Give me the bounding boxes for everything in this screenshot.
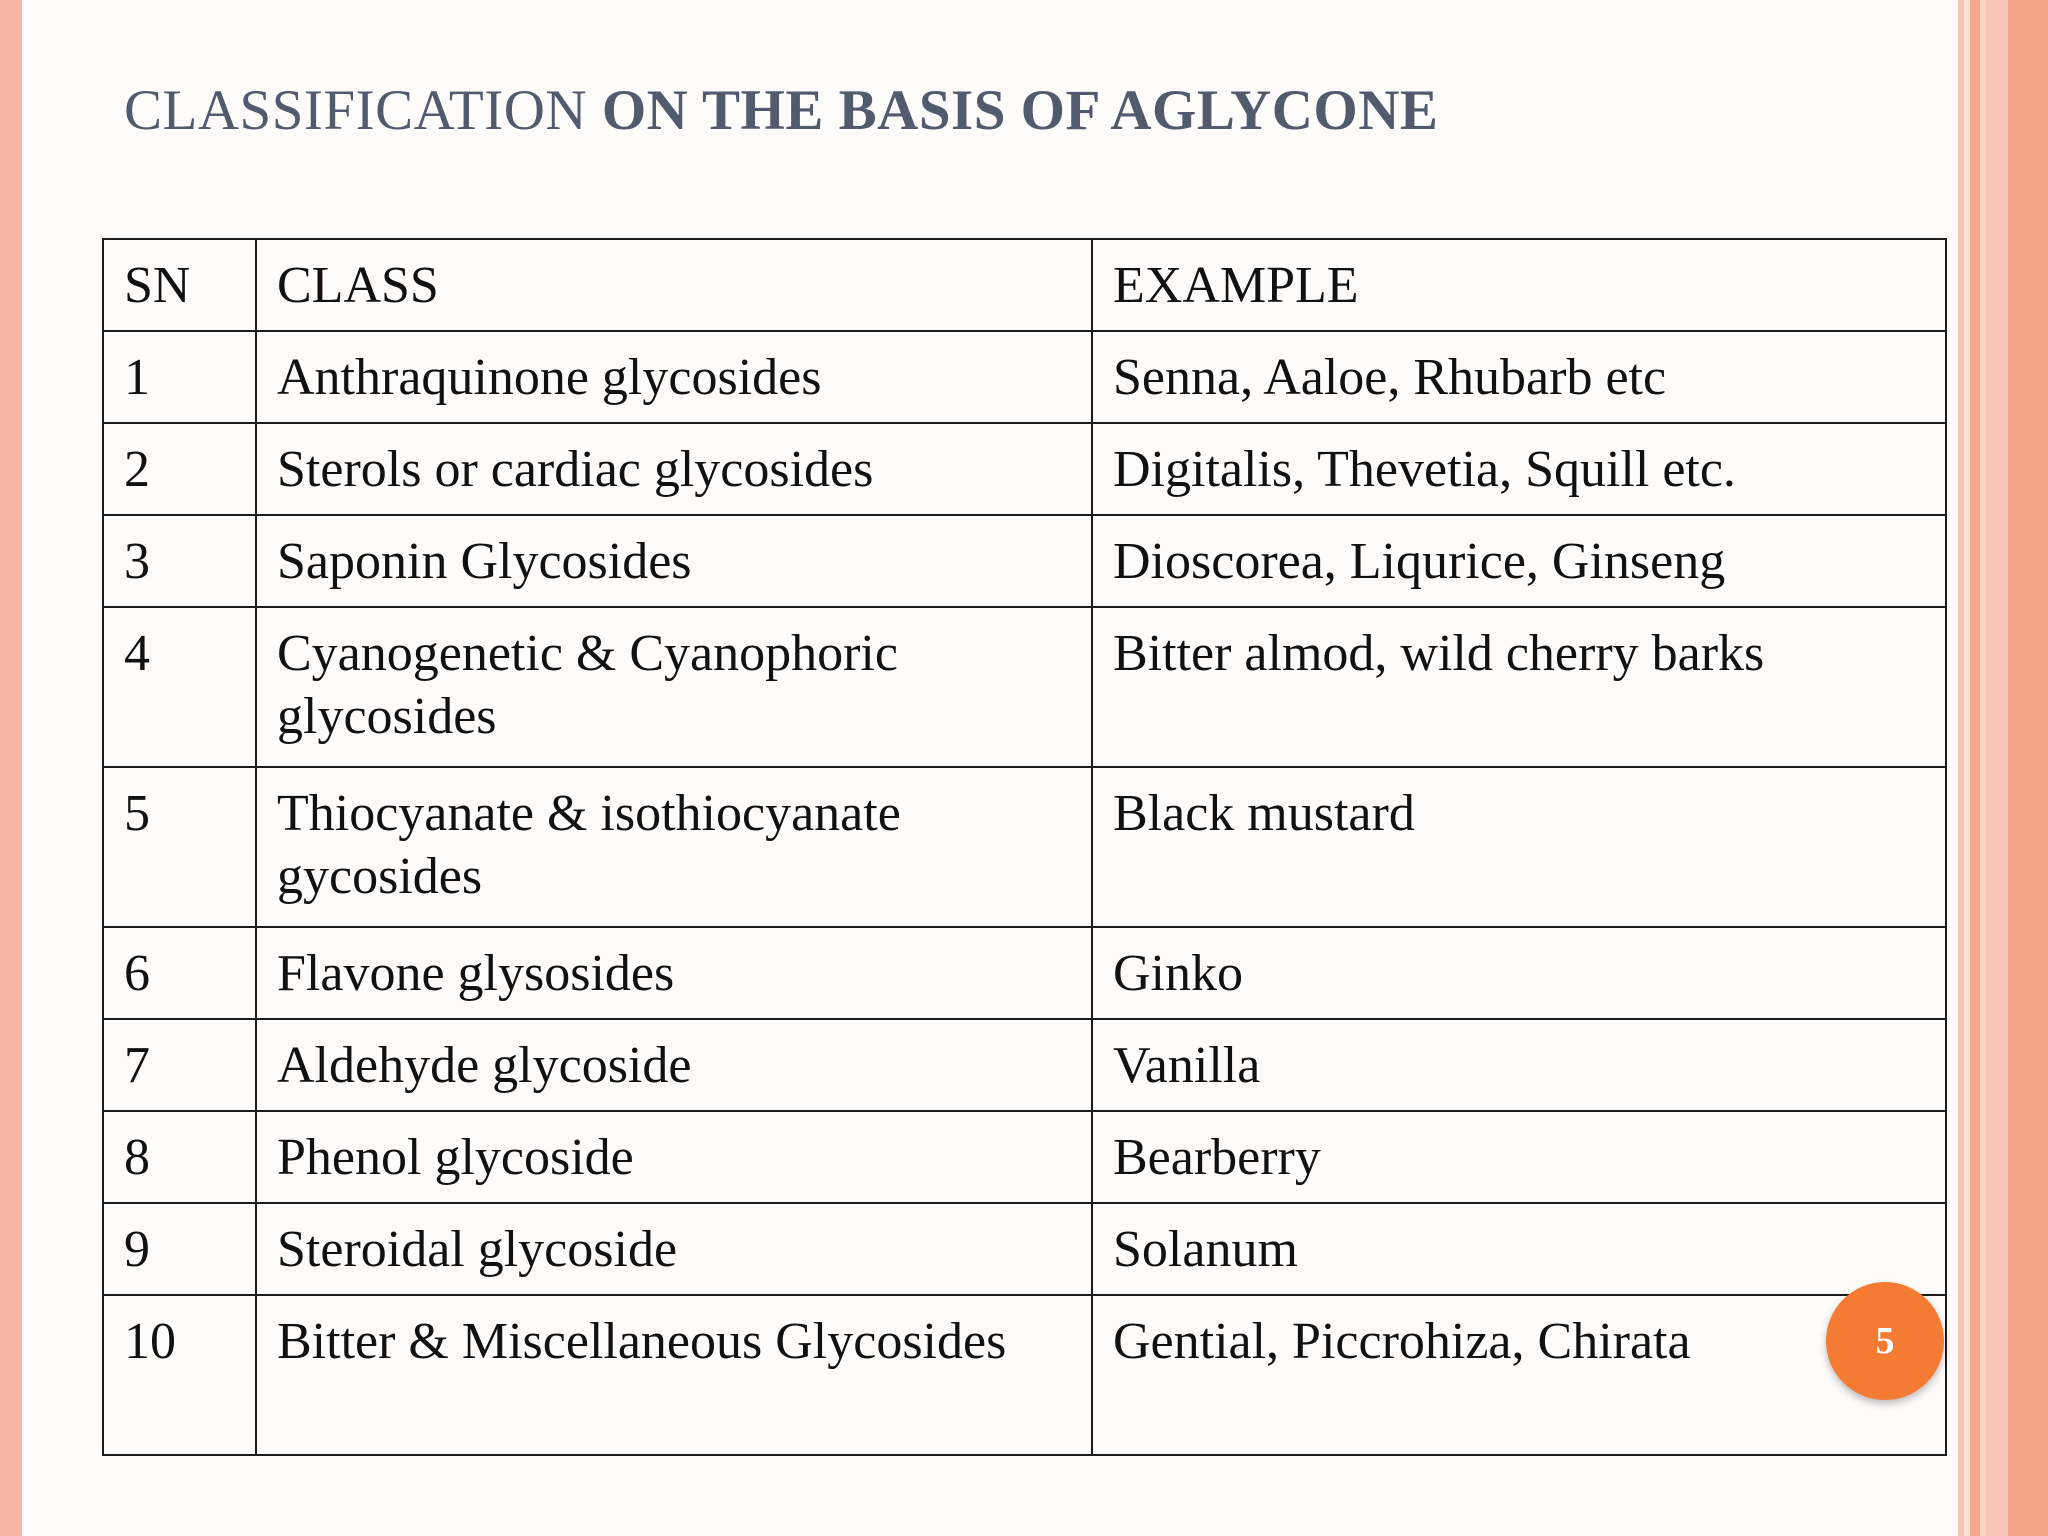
cell-class: Thiocyanate & isothiocyanate gycosides [256, 767, 1092, 927]
right-edge-stripe [1970, 0, 1980, 1536]
cell-class: Phenol glycoside [256, 1111, 1092, 1203]
cell-class: Saponin Glycosides [256, 515, 1092, 607]
cell-class: Cyanogenetic & Cyanophoric glycosides [256, 607, 1092, 767]
cell-class: Flavone glysosides [256, 927, 1092, 1019]
table-row [103, 515, 1946, 607]
right-edge-stripe [1986, 0, 2008, 1536]
header-class: CLASS [256, 239, 1092, 331]
cell-sn: 1 [103, 331, 256, 423]
cell-sn: 2 [103, 423, 256, 515]
table-row [103, 1203, 1946, 1295]
classification-table [102, 238, 1947, 1456]
table-row [103, 423, 1946, 515]
cell-example: Senna, Aaloe, Rhubarb etc [1092, 331, 1946, 423]
table-row [103, 1111, 1946, 1203]
cell-sn: 4 [103, 607, 256, 767]
table-header-row [103, 239, 1946, 331]
cell-example: Black mustard [1092, 767, 1946, 927]
cell-example: Solanum [1092, 1203, 1946, 1295]
cell-example: Ginko [1092, 927, 1946, 1019]
cell-example: Bearberry [1092, 1111, 1946, 1203]
table-row [103, 1019, 1946, 1111]
slide-title-regular: CLASSIFICATION [124, 79, 602, 142]
cell-example: Vanilla [1092, 1019, 1946, 1111]
cell-class: Anthraquinone glycosides [256, 331, 1092, 423]
cell-example: Dioscorea, Liqurice, Ginseng [1092, 515, 1946, 607]
cell-sn: 6 [103, 927, 256, 1019]
table-row [103, 1295, 1946, 1455]
cell-sn: 10 [103, 1295, 256, 1455]
cell-sn: 7 [103, 1019, 256, 1111]
table-row [103, 927, 1946, 1019]
cell-class: Aldehyde glycoside [256, 1019, 1092, 1111]
cell-sn: 5 [103, 767, 256, 927]
left-edge-accent [0, 0, 22, 1536]
header-sn: SN [103, 239, 256, 331]
cell-sn: 3 [103, 515, 256, 607]
cell-example: Bitter almod, wild cherry barks [1092, 607, 1946, 767]
cell-example: Digitalis, Thevetia, Squill etc. [1092, 423, 1946, 515]
slide-title [124, 78, 1438, 143]
cell-class: Steroidal glycoside [256, 1203, 1092, 1295]
right-edge-stripe [2008, 0, 2048, 1536]
cell-class: Sterols or cardiac glycosides [256, 423, 1092, 515]
table-row [103, 767, 1946, 927]
cell-example: Gential, Piccrohiza, Chirata [1092, 1295, 1946, 1455]
header-example: EXAMPLE [1092, 239, 1946, 331]
cell-sn: 9 [103, 1203, 256, 1295]
table-row [103, 331, 1946, 423]
slide-title-bold: ON THE BASIS OF AGLYCONE [601, 79, 1439, 142]
cell-sn: 8 [103, 1111, 256, 1203]
page-number-badge: 5 [1826, 1282, 1944, 1400]
cell-class: Bitter & Miscellaneous Glycosides [256, 1295, 1092, 1455]
table-row [103, 607, 1946, 767]
